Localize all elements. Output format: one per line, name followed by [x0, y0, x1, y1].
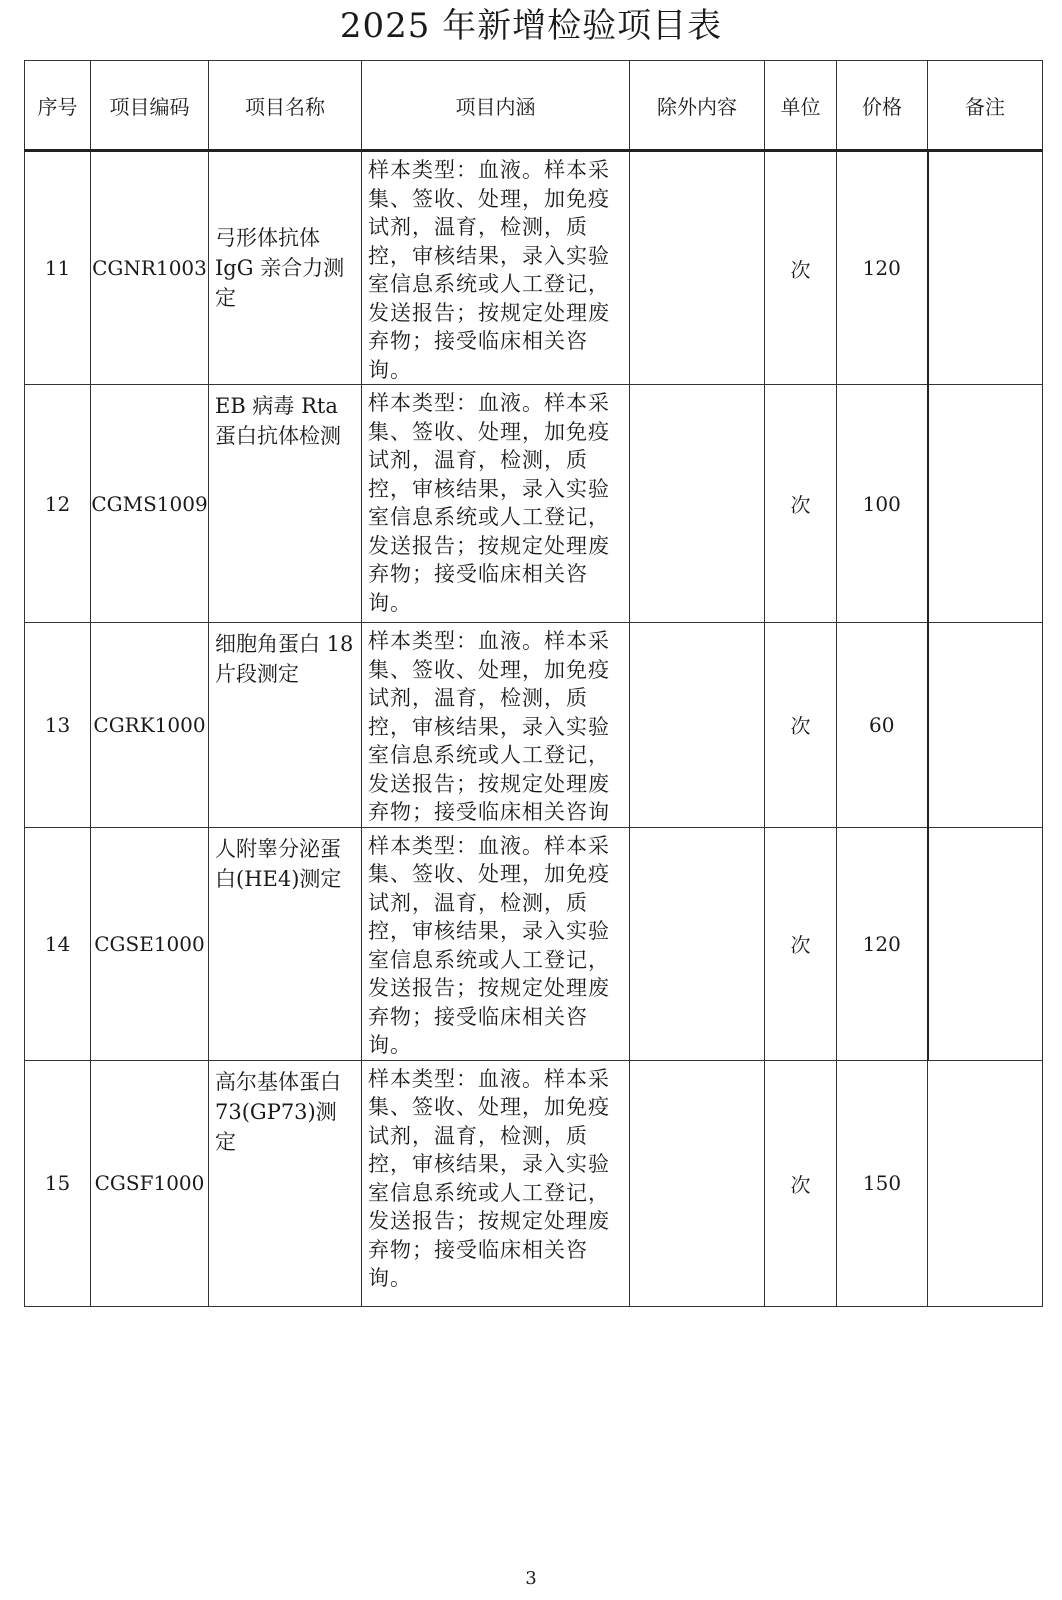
cell-code: CGRK1000 — [91, 623, 209, 828]
header-code: 项目编码 — [91, 61, 209, 151]
header-content: 项目内涵 — [362, 61, 630, 151]
cell-content: 样本类型：血液。样本采集、签收、处理，加免疫试剂，温育，检测，质控，审核结果，录入实验室信息系统或人工登记，发送报告；按规定处理废弃物；接受临床相关咨询。 — [362, 827, 630, 1060]
cell-unit: 次 — [765, 1060, 837, 1306]
table-row — [25, 151, 1043, 385]
cell-unit: 次 — [765, 827, 837, 1060]
table-row — [25, 623, 1043, 828]
page-number: 3 — [525, 1568, 537, 1589]
document-title: 2025 年新增检验项目表 — [339, 6, 723, 46]
cell-content: 样本类型：血液。样本采集、签收、处理，加免疫试剂，温育，检测，质控，审核结果，录入实验室信息系统或人工登记，发送报告；按规定处理废弃物；接受临床相关咨询。 — [362, 151, 630, 385]
cell-code: CGNR1003 — [91, 151, 209, 385]
cell-unit: 次 — [765, 151, 837, 385]
cell-seq: 13 — [25, 623, 91, 828]
table-row — [25, 827, 1043, 1060]
header-remark: 备注 — [928, 61, 1043, 151]
cell-remark — [928, 1060, 1043, 1306]
cell-remark — [928, 151, 1043, 385]
header-excluded: 除外内容 — [630, 61, 765, 151]
items-table — [24, 60, 1043, 1307]
cell-excluded — [630, 623, 765, 828]
cell-seq: 14 — [25, 827, 91, 1060]
cell-code: CGSF1000 — [91, 1060, 209, 1306]
table-row — [25, 385, 1043, 623]
cell-price: 100 — [837, 385, 928, 623]
cell-seq: 15 — [25, 1060, 91, 1306]
cell-excluded — [630, 827, 765, 1060]
cell-unit: 次 — [765, 623, 837, 828]
cell-price: 120 — [837, 827, 928, 1060]
cell-name: 高尔基体蛋白 73(GP73)测定 — [209, 1060, 362, 1306]
cell-content: 样本类型：血液。样本采集、签收、处理，加免疫试剂，温育，检测，质控，审核结果，录入实验室信息系统或人工登记，发送报告；按规定处理废弃物；接受临床相关咨询 — [362, 623, 630, 828]
cell-excluded — [630, 385, 765, 623]
cell-content: 样本类型：血液。样本采集、签收、处理，加免疫试剂，温育，检测，质控，审核结果，录入实验室信息系统或人工登记，发送报告；按规定处理废弃物；接受临床相关咨询。 — [362, 1060, 630, 1306]
cell-content: 样本类型：血液。样本采集、签收、处理，加免疫试剂，温育，检测，质控，审核结果，录入实验室信息系统或人工登记，发送报告；按规定处理废弃物；接受临床相关咨询。 — [362, 385, 630, 623]
header-unit: 单位 — [765, 61, 837, 151]
cell-name: EB 病毒 Rta 蛋白抗体检测 — [209, 385, 362, 623]
cell-excluded — [630, 1060, 765, 1306]
header-price: 价格 — [837, 61, 928, 151]
table-row — [25, 1060, 1043, 1306]
cell-seq: 11 — [25, 151, 91, 385]
cell-remark — [928, 623, 1043, 828]
cell-price: 60 — [837, 623, 928, 828]
cell-name: 细胞角蛋白 18 片段测定 — [209, 623, 362, 828]
cell-code: CGMS1009 — [91, 385, 209, 623]
cell-remark — [928, 827, 1043, 1060]
cell-price: 120 — [837, 151, 928, 385]
cell-price: 150 — [837, 1060, 928, 1306]
cell-name: 弓形体抗体 IgG 亲合力测定 — [209, 151, 362, 385]
cell-excluded — [630, 151, 765, 385]
cell-unit: 次 — [765, 385, 837, 623]
cell-name: 人附睾分泌蛋白(HE4)测定 — [209, 827, 362, 1060]
cell-remark — [928, 385, 1043, 623]
cell-seq: 12 — [25, 385, 91, 623]
header-name: 项目名称 — [209, 61, 362, 151]
cell-code: CGSE1000 — [91, 827, 209, 1060]
header-seq: 序号 — [25, 61, 91, 151]
header-row — [25, 61, 1043, 151]
